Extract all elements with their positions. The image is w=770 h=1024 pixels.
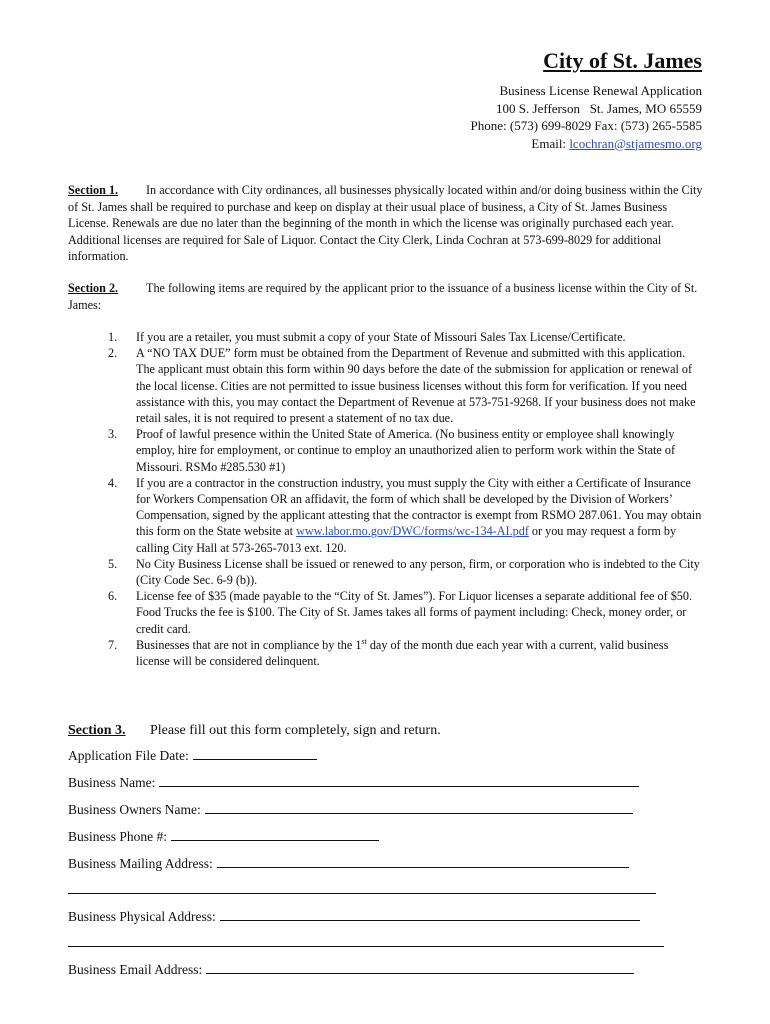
section-2-label: Section 2. <box>68 281 119 295</box>
section-3 <box>68 722 708 740</box>
file-date-label: Application File Date: <box>68 748 189 763</box>
city-address: 100 S. Jefferson St. James, MO 65559 <box>496 100 702 116</box>
list-item <box>108 426 702 475</box>
list-item-text: Businesses that are not in compliance by the 1 <box>136 637 362 652</box>
section-3-label: Section 3. <box>68 723 126 738</box>
list-item <box>108 329 702 345</box>
business-name-input[interactable] <box>159 773 639 787</box>
list-item-text: No City Business License shall be issued or renewed to any person, firm, or corporation who is indebted to the City (City Code Sec. 6-9 (b)). <box>136 556 700 588</box>
business-name-label: Business Name: <box>68 775 156 790</box>
physical-address-input[interactable] <box>220 907 640 921</box>
mailing-address-line-2[interactable] <box>68 893 656 894</box>
file-date-field <box>68 746 317 765</box>
list-item-text: or you may request a form by calling City Hall at 573-265-7013 ext. 120. <box>136 524 677 555</box>
list-item-text: A “NO TAX DUE” form must be obtained from the Department of Revenue and submitted with this application. The applicant must obtain this form within 90 days before the date of the submission for application or renewal of the local license. Cities are not permitted to issue business licenses without this form for verification. If you need assistance with this, you may contact the Department of Revenue at 573-751-9268. If your business does not make retail sales, it is not required to present a statement of no tax due. <box>136 346 696 426</box>
phone-input[interactable] <box>171 827 379 841</box>
list-number: 4. <box>108 475 118 490</box>
phone-fax: Phone: (573) 699-8029 Fax: (573) 265-5585 <box>470 118 702 133</box>
file-date-input[interactable] <box>193 746 317 760</box>
superscript: st <box>361 636 367 646</box>
section-1-label: Section 1. <box>68 183 119 197</box>
owners-name-field <box>68 800 633 819</box>
section-2-text: The following items are required by the applicant prior to the issuance of a business license within the City of St. James: <box>68 281 698 312</box>
section-3-text: Please fill out this form completely, sign and return. <box>150 723 441 738</box>
section-1-text: In accordance with City ordinances, all businesses physically located within and/or doing business within the City of St. James shall be required to purchase and keep on display at their usual place of business, a City of St. James Business License. Renewals are due no later than the beginning of the month in which the license was originally purchased each year. Additional licenses are required for Sale of Liquor. Contact the City Clerk, Linda Cochran at 573-699-8029 for additional information. <box>68 183 703 263</box>
email-link[interactable]: lcochran@stjamesmo.org <box>569 135 702 151</box>
list-item <box>108 637 702 669</box>
section-1 <box>68 182 708 265</box>
list-number: 6. <box>108 589 118 604</box>
business-name-field <box>68 773 639 792</box>
email-field-label: Business Email Address: <box>68 962 203 977</box>
physical-address-line-2[interactable] <box>68 946 664 947</box>
phone-field <box>68 827 379 846</box>
list-item-text: day of the month due each year with a current, valid business license will be considered delinquent. <box>136 637 669 669</box>
email-field <box>68 960 634 979</box>
list-number: 5. <box>108 556 118 571</box>
physical-address-label: Business Physical Address: <box>68 909 216 924</box>
letterhead <box>471 48 702 152</box>
dwc-form-link[interactable]: www.labor.mo.gov/DWC/forms/wc-134-AI.pdf <box>296 524 529 539</box>
email-line <box>471 135 702 153</box>
mailing-address-field <box>68 854 629 873</box>
requirements-list <box>108 329 702 669</box>
email-input[interactable] <box>206 960 634 974</box>
list-item <box>108 588 702 637</box>
list-item <box>108 475 702 556</box>
physical-address-field <box>68 907 640 926</box>
owners-name-label: Business Owners Name: <box>68 802 201 817</box>
phone-label: Business Phone #: <box>68 829 168 844</box>
list-number: 3. <box>108 427 118 442</box>
document-title: City of St. James <box>543 48 702 73</box>
section-2 <box>68 280 708 313</box>
list-item-text: License fee of $35 (made payable to the “City of St. James”). For Liquor licenses a separate additional fee of $50. Food Trucks the fee is $100. The City of St. James takes all forms of payment including: Check, money order, or credit card. <box>136 589 693 636</box>
document-subtitle: Business License Renewal Application <box>499 83 702 98</box>
list-number: 2. <box>108 346 118 361</box>
owners-name-input[interactable] <box>205 800 633 814</box>
list-item-text: If you are a retailer, you must submit a copy of your State of Missouri Sales Tax License/Certificate. <box>136 330 626 344</box>
list-item-text: Proof of lawful presence within the United State of America. (No business entity or employee shall knowingly employ, hire for employment, or continue to employ an unauthorized alien to perform work within the State of Missouri. RSMo #285.530 #1) <box>136 427 676 474</box>
list-item <box>108 345 702 426</box>
list-item <box>108 556 702 588</box>
list-number: 1. <box>108 330 118 344</box>
email-label: Email: <box>531 135 570 151</box>
list-item-text: If you are a contractor in the construction industry, you must supply the City with either a Certificate of Insurance for Workers Compensation OR an affidavit, the form of which shall be developed by the Division of Workers’ Compensation, signed by the applicant attesting that the contractor is exempt from RSMO 287.061. You may obtain this form on the State website at <box>136 475 702 539</box>
mailing-address-input[interactable] <box>217 854 629 868</box>
list-number: 7. <box>108 637 118 652</box>
mailing-address-label: Business Mailing Address: <box>68 856 213 871</box>
